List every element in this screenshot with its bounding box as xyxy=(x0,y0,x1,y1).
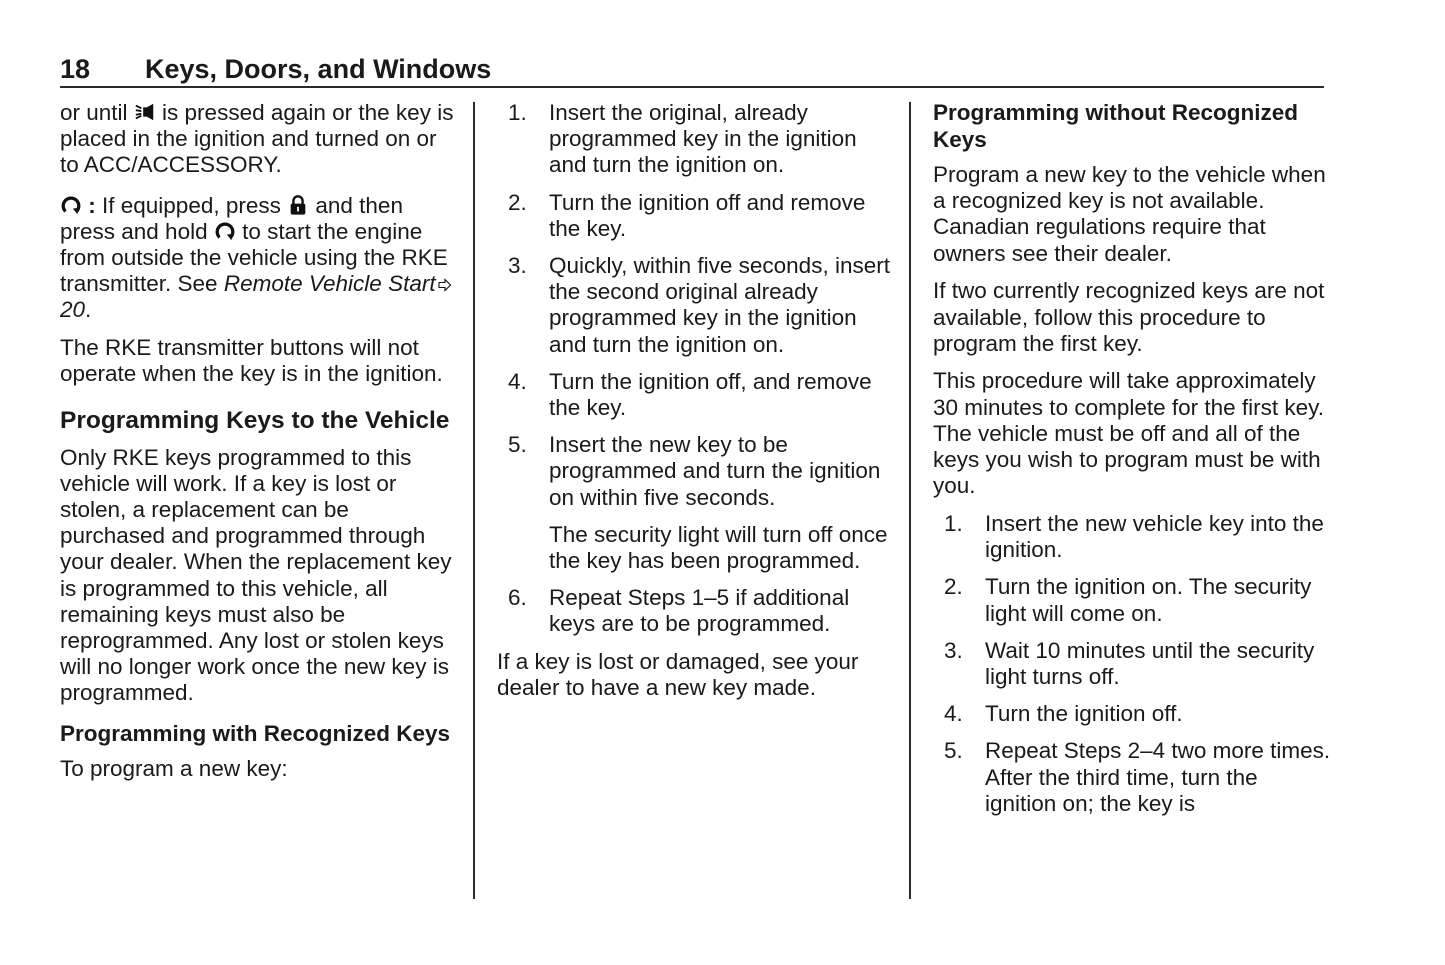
paragraph-to-program: To program a new key: xyxy=(60,756,288,782)
column-divider xyxy=(909,102,911,899)
step-item: 4. Turn the ignition off, and remove the key. xyxy=(508,368,872,421)
step-item: 2. Turn the ignition off and remove the key. xyxy=(508,189,866,241)
paragraph-procedure-time: This procedure will take approximately 30 minutes to complete for the first key. The vehicle must be off and all of the keys you wish to program must be with you. xyxy=(933,368,1325,499)
step-item: 3. Wait 10 minutes until the security light turns off. xyxy=(944,637,1315,689)
paragraph-rke-note: The RKE transmitter buttons will not operate when the key is in the ignition. xyxy=(60,335,443,387)
step-item: 3. Quickly, within five seconds, insert the second original already programmed key in the ignition and turn the ignition on. xyxy=(508,253,890,357)
xref-page-number[interactable]: 20 xyxy=(60,297,86,323)
page-number: 18 xyxy=(60,54,91,84)
without-recognized-keys-steps xyxy=(933,511,1333,817)
recognized-keys-steps xyxy=(497,100,897,511)
step-item: 5. Insert the new key to be programmed and turn the ignition on within five seconds. xyxy=(508,432,881,510)
step-item: 1. Insert the new vehicle key into the ignition. xyxy=(944,510,1324,563)
subheading-recognized-keys: Programming with Recognized Keys xyxy=(60,720,451,746)
lock-icon xyxy=(287,194,309,216)
paragraph-program-new-key: Program a new key to the vehicle when a recognized key is not available. Canadian regulations require that owners see their dealer. xyxy=(933,162,1326,266)
remote-start-icon xyxy=(60,194,82,216)
panic-horn-icon xyxy=(134,101,156,123)
chapter-title: Keys, Doors, and Windows xyxy=(145,54,492,84)
column-right xyxy=(933,100,1333,828)
paragraph-lost-key: If a key is lost or damaged, see your dealer to have a new key made. xyxy=(497,648,859,700)
step-item: 1. Insert the original, already programmed key in the ignition and turn the ignition on. xyxy=(508,100,857,178)
step-item: 6. Repeat Steps 1–5 if additional keys are to be programmed. xyxy=(508,585,850,637)
xref-remote-vehicle-start[interactable]: Remote Vehicle Start xyxy=(223,271,436,297)
column-middle xyxy=(497,100,897,713)
recognized-keys-steps-continued xyxy=(497,585,897,637)
page-reference-arrow-icon xyxy=(438,278,452,292)
subheading-without-recognized-keys: Programming without Recognized Keys xyxy=(933,100,1299,152)
remote-start-icon xyxy=(214,220,236,242)
paragraph-two-keys: If two currently recognized keys are not available, follow this procedure to program the first key. xyxy=(933,278,1325,356)
step-item: 5. Repeat Steps 2–4 two more times. After the third time, turn the ignition on; the key is xyxy=(944,738,1331,816)
column-divider xyxy=(473,102,475,899)
paragraph-programming-intro: Only RKE keys programmed to this vehicle will work. If a key is lost or stolen, a replacement can be purchased and programmed through your dealer. When the replacement key is programmed to this vehicle, all remaining keys must also be reprogrammed. Any lost or stolen keys will no longer work once the new key is programmed. xyxy=(60,444,452,706)
paragraph-remote-start: : If equipped, press and then press and hold to start the engine from outside the vehicle using the RKE transmitter. See Remote Vehicle Start 20. xyxy=(60,193,460,324)
page-header xyxy=(60,52,1324,88)
column-left xyxy=(60,100,460,794)
step-item: 2. Turn the ignition on. The security light will come on. xyxy=(944,574,1312,626)
paragraph-panic: or until is pressed again or the key is placed in the ignition and turned on or to ACC/ACCESSORY. xyxy=(60,100,454,178)
section-heading-programming-keys: Programming Keys to the Vehicle xyxy=(60,406,450,434)
step-item: 4. Turn the ignition off. xyxy=(944,701,1183,727)
step-note: The security light will turn off once the key has been programmed. xyxy=(549,521,888,574)
